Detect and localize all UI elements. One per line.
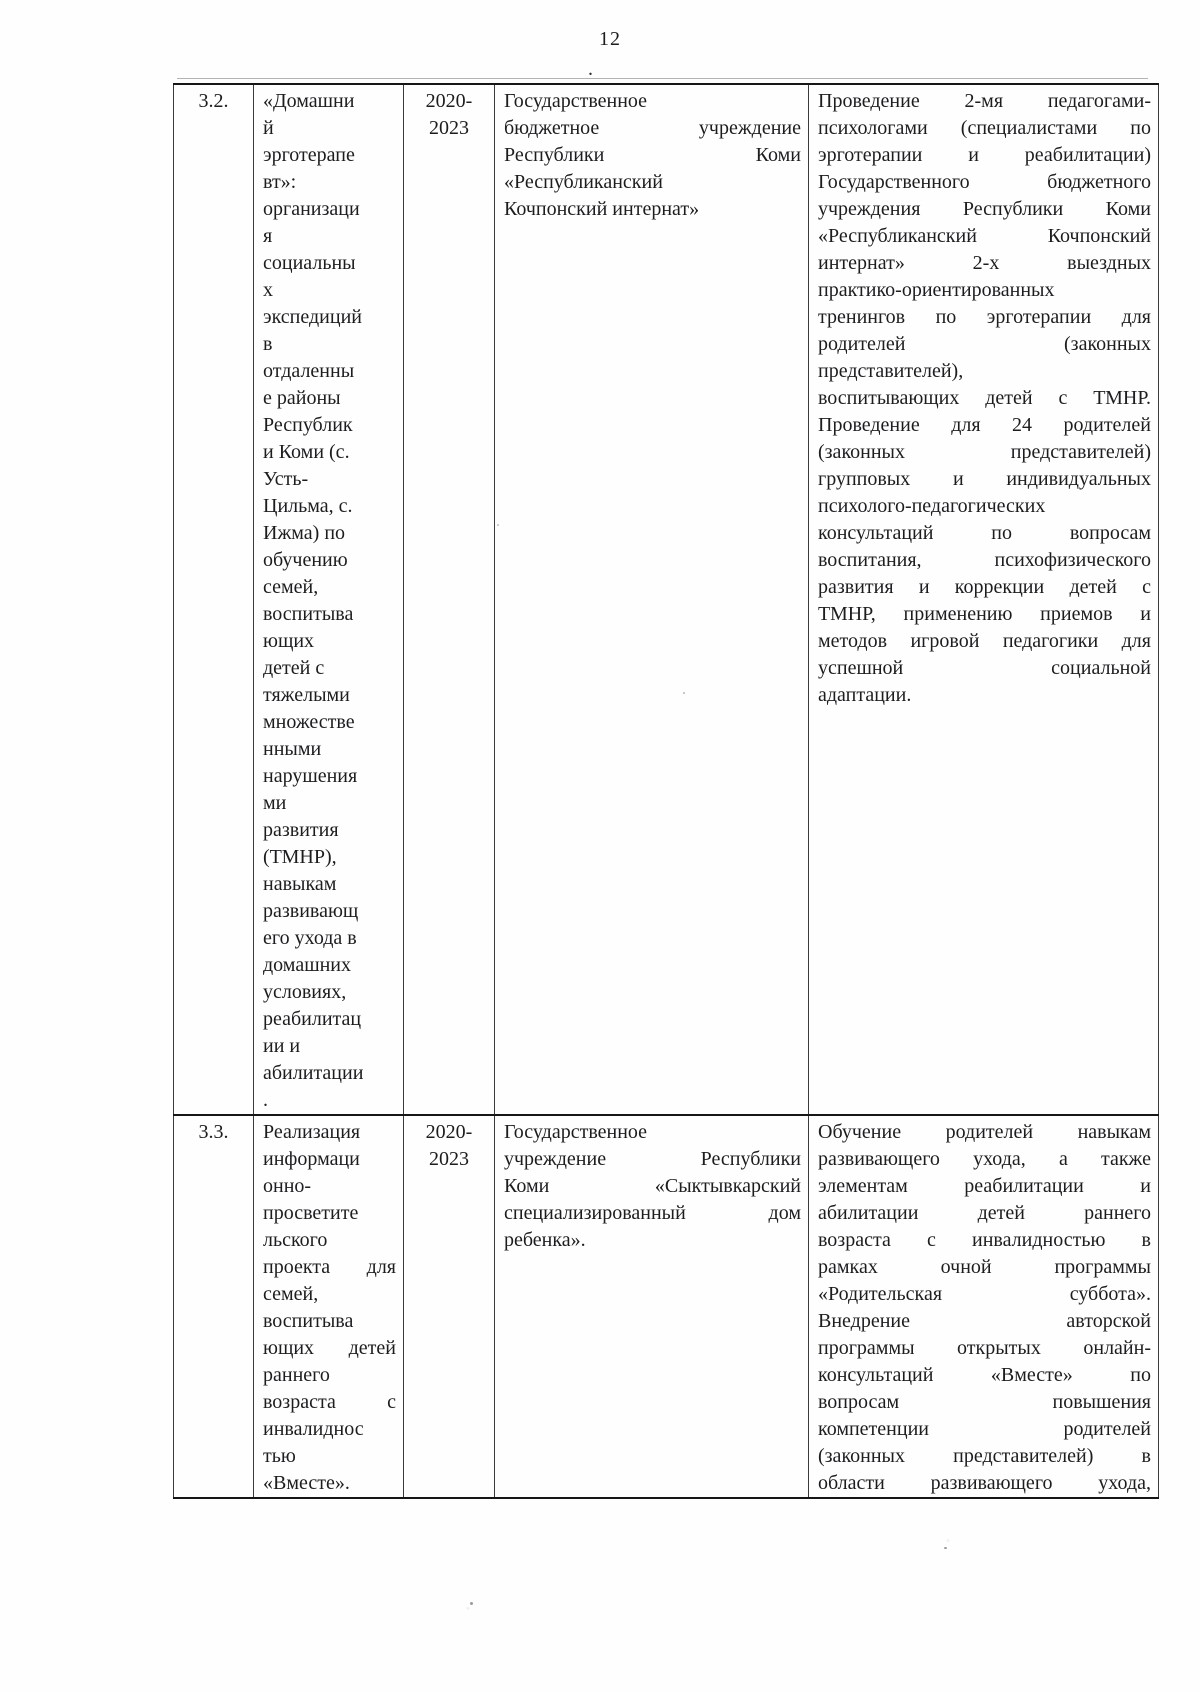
activity-table xyxy=(173,83,1159,1499)
cell-activity-name: Реализация информаци онно- просветите льского проекта для семей, воспитыва ющих детей раннего возраста с инвалиднос тью «Вместе». xyxy=(254,1115,404,1498)
table-row xyxy=(174,84,1159,1115)
cell-description: Проведение 2-мя педагогами- психологами (специалистами по эрготерапии и реабилитации) Государственного бюджетного учреждения Республики Коми «Республиканский Кочпонский интернат» 2-х выездных практико-ориентированных тренингов по эрготерапии для родителей (законных представителей), воспитывающих детей с ТМНР. Проведение для 24 родителей (законных представителей) групповых и индивидуальных психолого-педагогических консультаций по вопросам воспитания, психофизического развития и коррекции детей с ТМНР, применению приемов и методов игровой педагогики для успешной социальной адаптации. xyxy=(809,84,1159,1115)
cell-years: 2020- 2023 xyxy=(404,84,495,1115)
cell-number: 3.3. xyxy=(174,1115,254,1498)
cell-organization: Государственное учреждение Республики Коми «Сыктывкарский специализированный дом ребенка». xyxy=(495,1115,809,1498)
cell-number: 3.2. xyxy=(174,84,254,1115)
scan-dot: . xyxy=(588,58,593,80)
cell-organization: Государственное бюджетное учреждение Республики Коми «Республиканский Кочпонский интернат» xyxy=(495,84,809,1115)
table-row xyxy=(174,1115,1159,1498)
cell-description: Обучение родителей навыкам развивающего ухода, а также элементам реабилитации и абилитации детей раннего возраста с инвалидностью в рамках очной программы «Родительская суббота». Внедрение авторской программы открытых онлайн- консультаций «Вместе» по вопросам повышения компетенции родителей (законных представителей) в области развивающего ухода, xyxy=(809,1115,1159,1498)
page-header xyxy=(0,27,1200,80)
page-number: 12 xyxy=(599,28,621,50)
scan-ghost-line xyxy=(177,78,1148,79)
cell-years: 2020- 2023 xyxy=(404,1115,495,1498)
scan-speck xyxy=(497,524,499,526)
cell-activity-name: «Домашни й эрготерапе вт»: организаци я социальны х экспедиций в отдаленны е районы Республик и Коми (с. Усть- Цильма, с. Ижма) по обучению семей, воспитыва ющих детей с тяжелыми множестве нными нарушения ми развития (ТМНР), навыкам развивающ его ухода в домашних условиях, реабилитац ии и абилитации . xyxy=(254,84,404,1115)
scan-speck xyxy=(944,1547,947,1549)
scan-speck xyxy=(683,692,685,694)
scan-speck xyxy=(470,1602,473,1605)
